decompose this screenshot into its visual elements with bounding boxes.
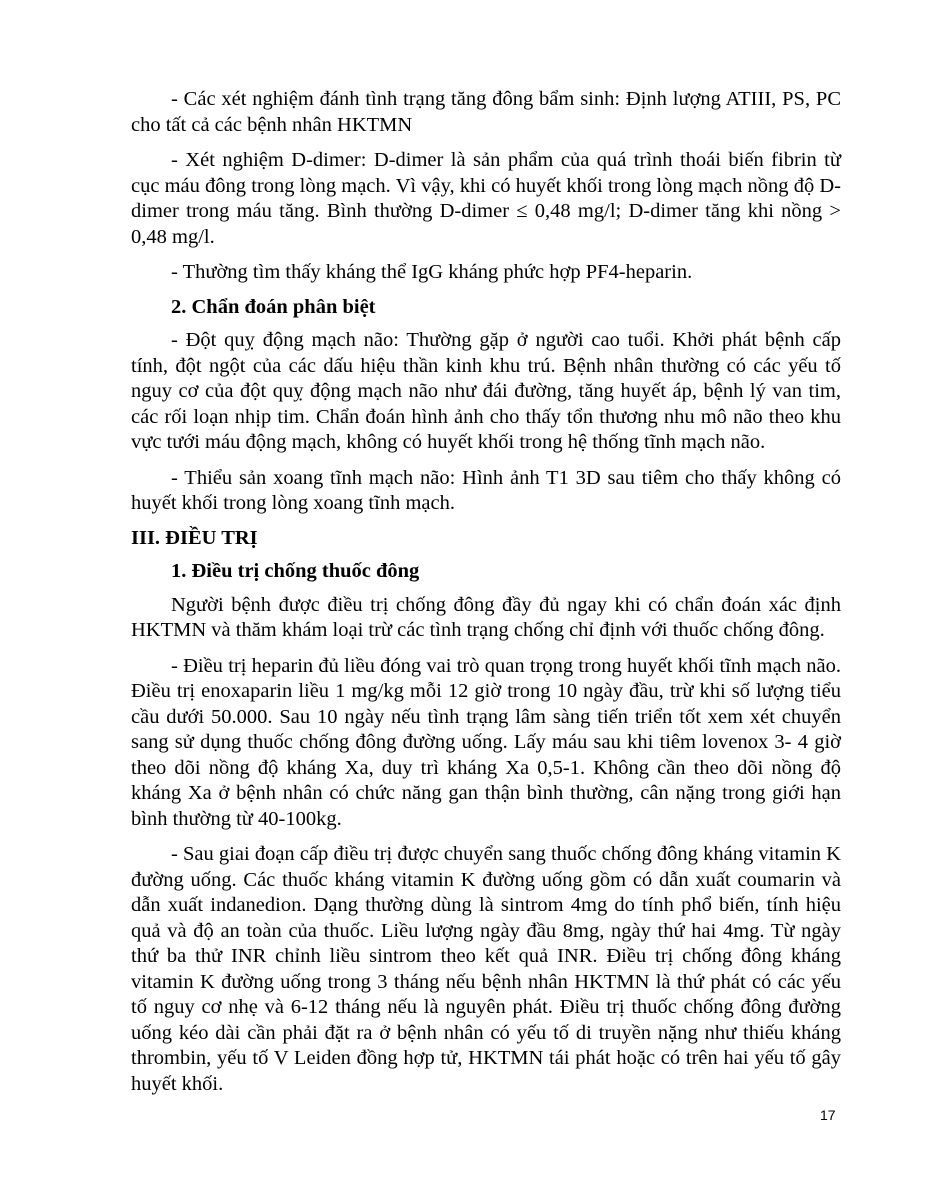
page-number: 17	[820, 1107, 836, 1123]
heading-anticoagulant-treatment: 1. Điều trị chống thuốc đông	[171, 560, 420, 582]
paragraph-vitamin-k: - Sau giai đoạn cấp điều trị được chuyển sang thuốc chống đông kháng vitamin K đường uống. Các thuốc kháng vitamin K đường uống gồm có dẫn xuất coumarin và dẫn xuất indanedion. Dạng thường dùng là sintrom 4mg do tính phổ biến, tính hiệu quả và độ an toàn của thuốc. Liều lượng ngày đầu 8mg, ngày thứ hai 4mg. Từ ngày thứ ba thử INR chỉnh liều sintrom theo kết quả INR. Điều trị chống đông kháng vitamin K đường uống trong 3 tháng nếu bệnh nhân HKTMN là thứ phát có các yếu tố nguy cơ nhẹ và 6-12 tháng nếu là nguyên phát. Điều trị thuốc chống đông đường uống kéo dài cần phải đặt ra ở bệnh nhân có yếu tố di truyền nặng như thiếu kháng thrombin, yếu tố V Leiden đồng hợp tử, HKTMN tái phát hoặc có trên hai yếu tố gây huyết khối.	[131, 843, 841, 1095]
paragraph-sinus-hypoplasia: - Thiểu sản xoang tĩnh mạch não: Hình ảnh T1 3D sau tiêm cho thấy không có huyết khối trong lòng xoang tĩnh mạch.	[131, 466, 841, 514]
paragraph-d-dimer: - Xét nghiệm D-dimer: D-dimer là sản phẩm của quá trình thoái biến fibrin từ cục máu đông trong lòng mạch. Vì vậy, khi có huyết khối trong lòng mạch nồng độ D-dimer trong máu tăng. Bình thường D-dimer ≤ 0,48 mg/l; D-dimer tăng khi nồng > 0,48 mg/l.	[131, 149, 841, 248]
page-content	[131, 87, 841, 1107]
paragraph-anticoagulation-intro: Người bệnh được điều trị chống đông đầy đủ ngay khi có chẩn đoán xác định HKTMN và thăm khám loại trừ các tình trạng chống chỉ định với thuốc chống đông.	[131, 593, 841, 641]
paragraph-igg-antibody: - Thường tìm thấy kháng thể IgG kháng phức hợp PF4-heparin.	[171, 261, 693, 283]
paragraph-congenital-tests: - Các xét nghiệm đánh tình trạng tăng đông bẩm sinh: Định lượng ATIII, PS, PC cho tất cả các bệnh nhân HKTMN	[131, 88, 841, 136]
paragraph-heparin: - Điều trị heparin đủ liều đóng vai trò quan trọng trong huyết khối tĩnh mạch não. Điều trị enoxaparin liều 1 mg/kg mỗi 12 giờ trong 10 ngày đầu, trừ khi số lượng tiểu cầu dưới 50.000. Sau 10 ngày nếu tình trạng lâm sàng tiến triển tốt xem xét chuyển sang sử dụng thuốc chống đông đường uống. Lấy máu sau khi tiêm lovenox 3- 4 giờ theo dõi nồng độ kháng Xa, duy trì kháng Xa 0,5-1. Không cần theo dõi nồng độ kháng Xa ở bệnh nhân có chức năng gan thận bình thường, cân nặng trong giới hạn bình thường từ 40-100kg.	[131, 654, 841, 830]
heading-treatment: III. ĐIỀU TRỊ	[131, 526, 258, 549]
paragraph-arterial-stroke: - Đột quỵ động mạch não: Thường gặp ở người cao tuổi. Khởi phát bệnh cấp tính, đột ngột của các dấu hiệu thần kinh khu trú. Bệnh nhân thường có các yếu tố nguy cơ của đột quỵ động mạch não như đái đường, tăng huyết áp, bệnh lý van tim, các rối loạn nhịp tim. Chẩn đoán hình ảnh cho thấy tổn thương nhu mô não theo khu vực tưới máu động mạch, không có huyết khối trong hệ thống tĩnh mạch não.	[131, 329, 841, 453]
heading-differential-diagnosis: 2. Chẩn đoán phân biệt	[171, 295, 376, 318]
